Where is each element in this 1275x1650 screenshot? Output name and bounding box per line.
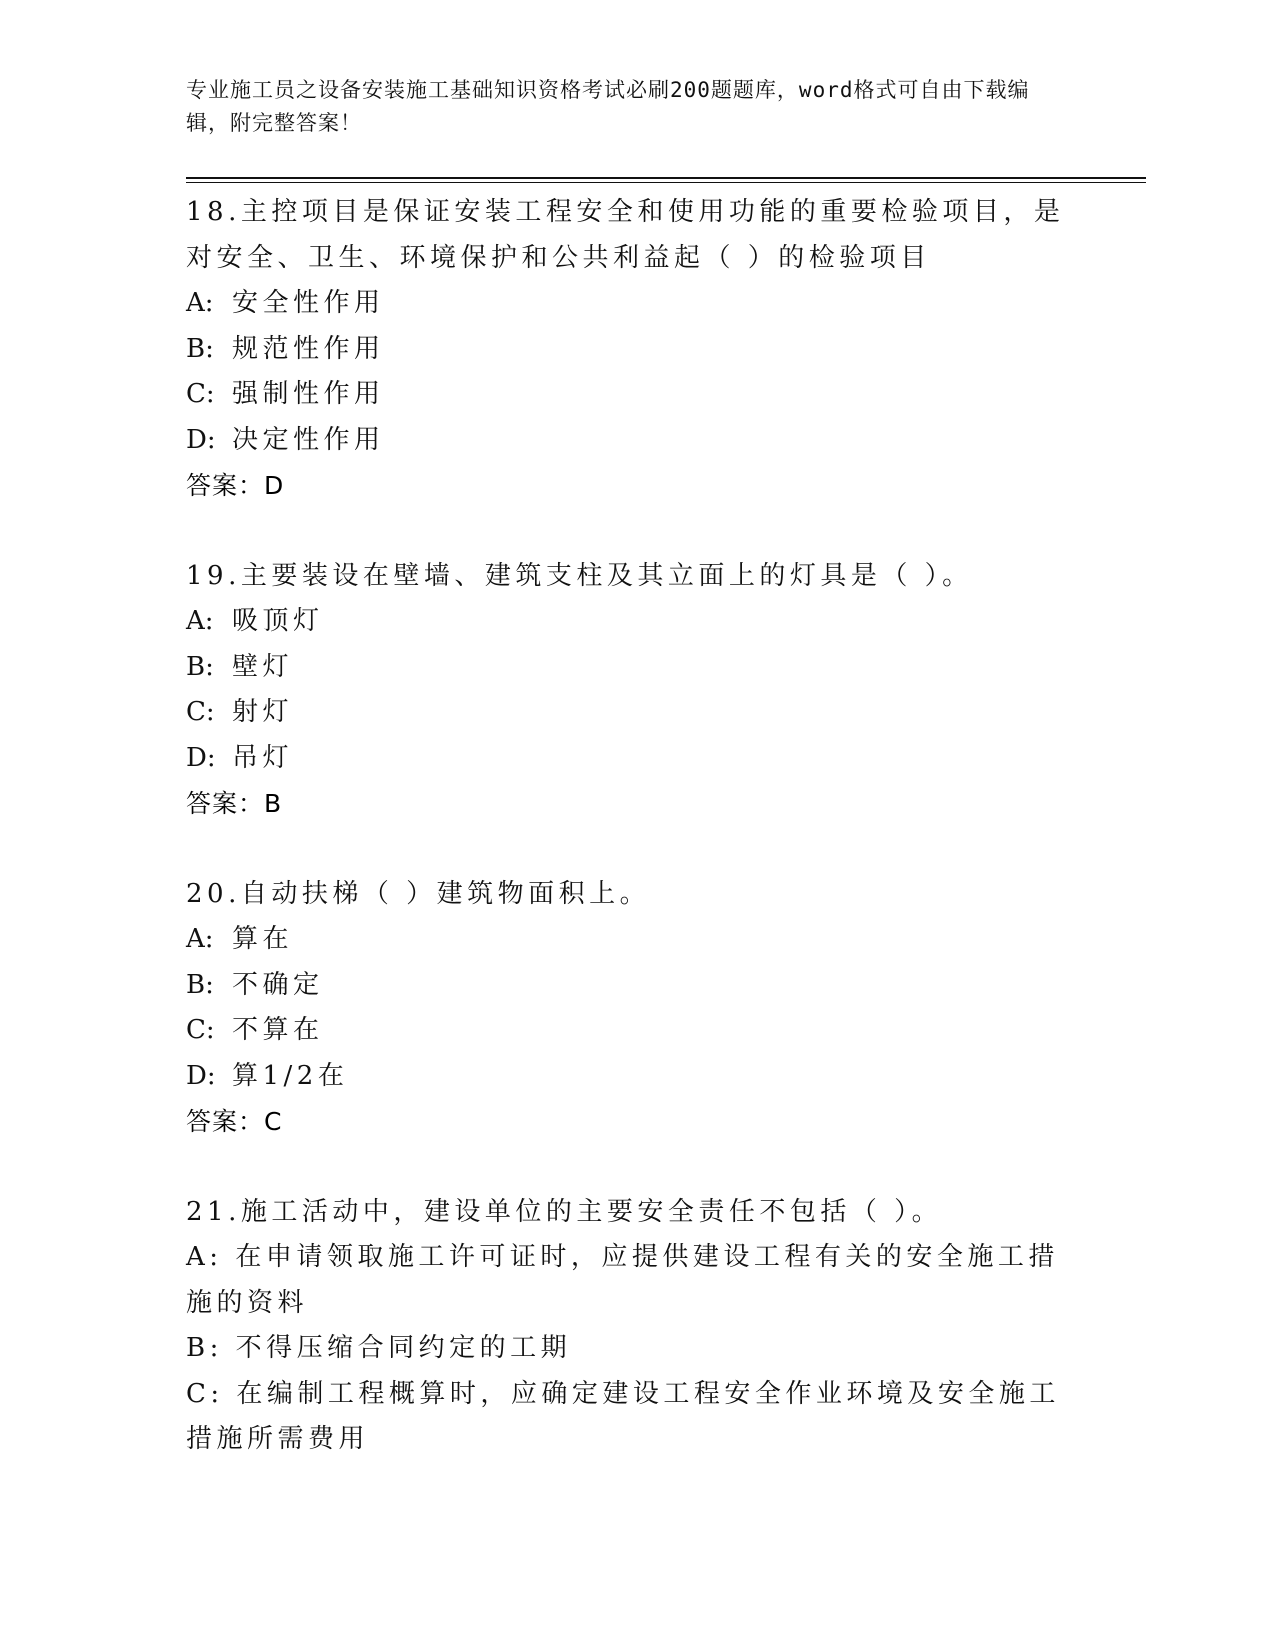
option-c [186,690,1086,736]
option-b [186,963,1086,1009]
option-text: 强制性作用 [232,379,385,409]
option-key: B: [186,969,214,1000]
option-d [186,418,1086,464]
question-20 [186,872,1086,1145]
option-text: 不得压缩合同约定的工期 [235,1333,572,1363]
option-b [186,1326,1086,1372]
option-b [186,327,1086,373]
option-key: A: [186,288,214,318]
document-header: 专业施工员之设备安装施工基础知识资格考试必刷200题题库，word格式可自由下载编辑，附完整答案！ [186,78,1030,135]
option-text: 规范性作用 [232,333,385,364]
option-text: 决定性作用 [232,424,385,455]
option-text: 在申请领取施工许可证时，应提供建设工程有关的安全施工措施的资料 [186,1242,1059,1318]
header-divider-thin [186,182,1146,183]
option-text: 射灯 [232,697,294,727]
option-b [186,645,1086,691]
option-key: A: [186,1242,223,1272]
option-text: 算在 [232,924,294,954]
header-divider-thick [186,177,1146,179]
option-text: 壁灯 [232,651,294,682]
option-key: C: [186,1015,215,1045]
question-list [186,190,1086,1508]
option-key: C: [186,697,215,727]
question-21 [186,1190,1086,1463]
answer-label: 答案：D [186,471,285,500]
option-key: B: [186,1333,223,1363]
option-key: D: [186,742,216,773]
answer-label: 答案：C [186,1107,283,1136]
option-text: 不算在 [232,1015,324,1045]
option-c [186,372,1086,418]
question-19 [186,554,1086,827]
option-key: D: [186,1060,216,1091]
option-key: D: [186,424,216,455]
question-stem: 21.施工活动中，建设单位的主要安全责任不包括（ ）。 [186,1196,943,1227]
question-stem: 19.主要装设在壁墙、建筑支柱及其立面上的灯具是（ ）。 [186,560,973,591]
question-18 [186,190,1086,509]
option-text: 在编制工程概算时，应确定建设工程安全作业环境及安全施工措施所需费用 [186,1378,1060,1454]
option-key: A: [186,606,214,636]
option-key: B: [186,651,214,682]
option-text: 安全性作用 [232,288,385,318]
option-d [186,1054,1086,1100]
option-text: 吊灯 [232,742,294,773]
option-c [186,1372,1086,1463]
option-text: 吸顶灯 [232,606,324,636]
option-key: C: [186,1378,224,1409]
question-stem: 18.主控项目是保证安装工程安全和使用功能的重要检验项目，是对安全、卫生、环境保护和公共利益起（ ）的检验项目 [186,197,1065,273]
question-stem: 20.自动扶梯（ ）建筑物面积上。 [186,878,651,909]
option-text: 算1/2在 [232,1060,349,1091]
option-a [186,917,1086,963]
option-key: B: [186,333,214,364]
option-text: 不确定 [232,969,324,1000]
option-d [186,736,1086,782]
option-key: C: [186,379,215,409]
option-key: A: [186,924,214,954]
option-a [186,281,1086,327]
option-a [186,599,1086,645]
answer-label: 答案：B [186,789,283,818]
option-c [186,1008,1086,1054]
option-a [186,1235,1086,1326]
